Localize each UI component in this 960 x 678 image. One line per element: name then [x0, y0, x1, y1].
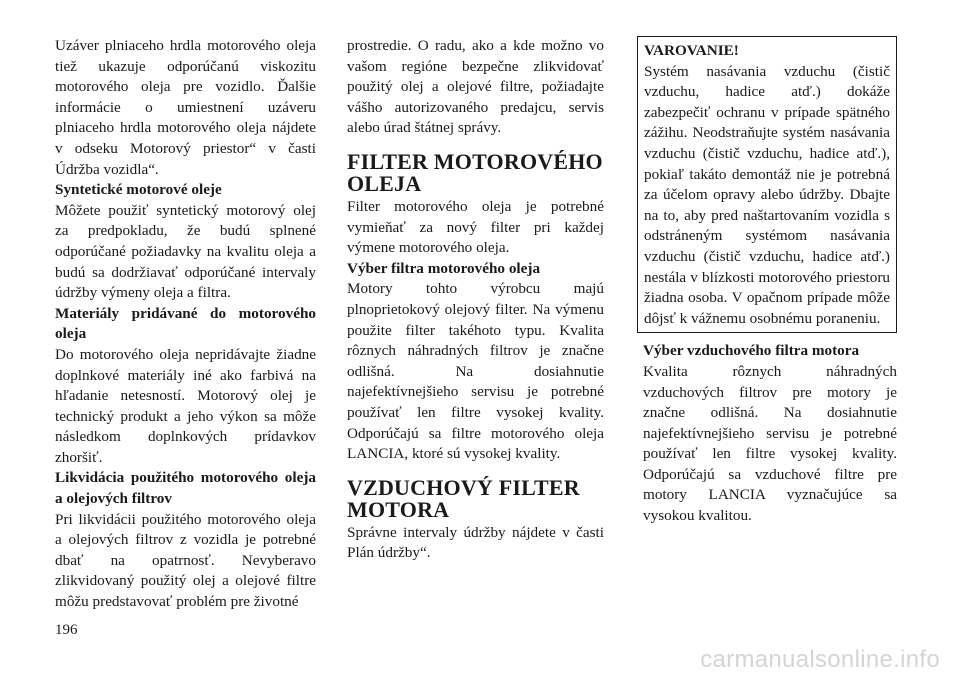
disposal-text: Pri likvidácii použitého motorového oleja a olejových filtrov z vozidla je potrebné dbať na opatrnosť. Nevyberavo zlikvidovaný použitý olej a olejové filtre môžu predstavovať problém pre životné	[55, 510, 316, 611]
synthetic-oils-heading: Syntetické motorové oleje	[55, 181, 222, 199]
air-filter-choice-heading: Výber vzduchového filtra motora	[643, 342, 860, 360]
disposal-continuation: prostredie. O radu, ako a kde možno vo vašom regióne bezpečne zlikvidovať použitý olej a olejové filtre, požiadajte vášho autorizovaného predajcu, servis alebo úrad štátnej správy.	[347, 37, 604, 137]
oil-filter-choice-text: Motory tohto výrobcu majú plnoprietokový olejový filter. Na výmenu použite filter takéhoto typu. Kvalita rôznych náhradných filtrov je značne odlišná. Na dosiahnutie najefektívnejšieho servisu je potrebné používať len filtre vysokej kvality. Odporúčajú sa filtre motorového oleja LANCIA, ktoré sú vysokej kvality.	[347, 280, 604, 463]
air-filter-text: Správne intervaly údržby nájdete v časti Plán údržby“.	[347, 523, 604, 562]
warning-title: VAROVANIE!	[644, 42, 739, 59]
right-column	[643, 36, 897, 527]
air-filter-choice-text: Kvalita rôznych náhradných vzduchových filtrov pre motory je značne odlišná. Na dosiahnutie najefektívnejšieho servisu je potrebné používať len filtre vysokej kvality. Odporúčajú sa vzduchové filtre pre motory LANCIA vyznačujúce sa vysokou kvalitou.	[643, 362, 897, 525]
air-filter-heading: VZDUCHOVÝ FILTER MOTORA	[347, 474, 580, 522]
disposal-heading: Likvidácia použitého motorového oleja a olejových filtrov	[55, 469, 316, 508]
oil-filter-text: Filter motorového oleja je potrebné vymieňať za nový filter pri každej výmene motorového oleja.	[347, 197, 604, 257]
intro-paragraph: Uzáver plniaceho hrdla motorového oleja tiež ukazuje odporúčanú viskozitu motorového oleja pre vozidlo. Ďalšie informácie o umiestnení uzáveru plniaceho hrdla motorového oleja nájdete v odseku Motorový priestor“ v časti Údržba vozidla“.	[55, 37, 316, 178]
warning-text: Systém nasávania vzduchu (čistič vzduchu, hadice atď.) dokáže zabezpečiť ochranu v prípade spätného zážihu. Neodstraňujte systém nasávania vzduchu (čistič vzduchu, hadice atď.), pokiaľ takáto demontáž nie je potrebná za účelom opravy alebo údržby. Dbajte na to, aby pred naštartovaním vozidla s odstráneným systémom nasávania vzduchu (čistič vzduchu, hadice atď.) nestála v blízkosti motorového priestoru žiadna osoba. V opačnom prípade môže dôjsť k vážnemu osobnému poraneniu.	[644, 62, 890, 327]
additives-heading: Materiály pridávané do motorového oleja	[55, 304, 316, 343]
middle-column	[347, 36, 604, 564]
oil-filter-heading: FILTER MOTOROVÉHO OLEJA	[347, 148, 603, 196]
additives-text: Do motorového oleja nepridávajte žiadne doplnkové materiály iné ako farbivá na hľadanie netesností. Motorový olej je technický produkt a jeho výkon sa môže následkom doplnkových prídavkov zhoršiť.	[55, 345, 316, 466]
warning-box	[637, 36, 897, 333]
oil-filter-choice-heading: Výber filtra motorového oleja	[347, 259, 541, 277]
page-number: 196	[55, 622, 78, 638]
left-column	[55, 36, 316, 613]
synthetic-oils-text: Môžete použiť syntetický motorový olej za predpokladu, že budú splnené odporúčané požiadavky na kvalitu oleja a budú sa dodržiavať odporúčané intervaly údržby výmeny oleja a filtra.	[55, 201, 316, 302]
watermark: carmanualsonline.info	[700, 646, 940, 673]
